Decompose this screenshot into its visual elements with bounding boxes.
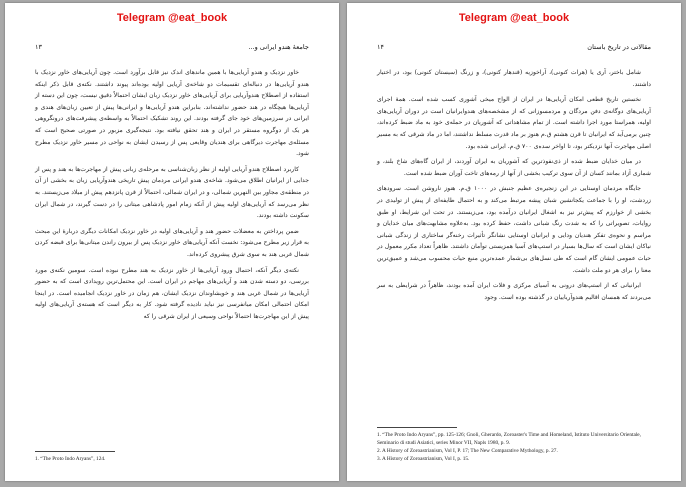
paragraph: شامل باختر، آری یا (هرات کنونی)، آراخوزیه (قندهار کنونی)، و زرنگ (سیستان کنونی) بود، در اختیار داشتند.	[377, 69, 651, 88]
paragraph: ضمن پرداختن به معضلات حضور هند و آریایی‌های اولیه در خاور نزدیک امکانات دیگری دربارهٔ این مبحث به قرار زیر مطرح می‌شود: نخست آنکه آریایی‌های خاور نزدیک پس از بیرون راندن میتانی‌ها برای قبضه کردن شمال غربی هند به سوی شرق پیشروی کرده‌اند.	[35, 227, 309, 258]
running-header	[35, 43, 309, 55]
footnote-divider	[377, 427, 457, 428]
page-body-text	[35, 67, 309, 326]
paragraph: نخستین تاریخ قطعی امکان آریایی‌ها در ایران از الواح میخی آشوری کسب شده است. همه‌ٔ اجرای آریایی‌های دوگانه‌ی دفن مردگان و مردمسوزانی که از مشخصه‌های هندوایرانیان است در دوران آریایی‌های اولیه، همراستا مورد اجرا داشته است. از تمام مشاهداتی که آشوریان در حمله‌ی خود به ماد ضبط کرده‌اند، چنین برمی‌آید که ایرانیان تا قرن هشتم ق.م هنوز بر ماد قدرت مسلط نداشتند، اما در ماد شرقی که به مسیر اصلی مهاجرت آنها نزدیکتر بود، تا اواخر سده‌ی ۷۰۰ ق.م. ایرانی شده بود.	[377, 96, 651, 150]
running-header	[377, 43, 651, 55]
book-page-left	[5, 3, 339, 481]
page-number: ۱۳	[35, 43, 43, 51]
telegram-watermark: Telegram @eat_book	[458, 12, 570, 24]
paragraph: کاربرد اصطلاح هندو آریایی اولیه از نظر زبان‌شناسی به مرحله‌ی زبانی پیش از مهاجرت‌ها به هند و پس از جدایی از ایرانیان اطلاق می‌شود. شاخه‌ی هندو ایرانی مردمان پیش تاریخی هندوآریایی زبان به بخشی از آن در منطقه‌ی مجاور بین النهرین شمالی، و در ایران شمالی، احتمالاً از قرن پانزدهم پیش از میلاد می‌زیستند. به نظر می‌رسد که آریایی‌های اولیه پیش از آنکه زمام امور پادشاهی میتانی را در دست گیرند، در شمال ایران سکونت داشته بودند.	[35, 165, 309, 220]
footnote: 1. “The Proto Indo Aryans”, pp. 125-126; Gnoli, Gherardo, Zoroaster's Time and Homeland, Istituto Universitario Orientale, Seminario di studi Asiatici, series Minor VII, Napls 1980, p. 9.	[377, 432, 641, 446]
footnote: 2. A History of Zoroastrianism, Vol I, P. 17; The New Comparative Mythology, p. 27.	[377, 448, 558, 454]
paragraph: در میان خدایان ضبط شده از ذی‌نفوذترین که آشوریان به ایران آوردند، از ایران گاه‌های شاخ بلند، و شماری آزاد بمانند کسان از آن سوی ترکیب بخشی از آنها از رمه‌های تاخت آوران ضبط شده است.	[377, 158, 651, 177]
book-page-right	[347, 3, 681, 481]
telegram-watermark: Telegram @eat_book	[116, 12, 228, 24]
paragraph: نکته‌ی دیگر آنکه، احتمال ورود آریایی‌ها از خاور نزدیک به هند مطرح نبوده است. سومین نکته‌ی مورد بررسی، دو دسته شدن هند و آریایی‌های مهاجم در ایران است. این محتمل‌ترین رویدادی است که به حضور آریایی‌ها در شمال غربی هند و خویشاوندان نزدیک ایشان، هم زمان در خاور نزدیک انجامیده است. در اینجا امکان احتمالی امکان میانفرسی نیز نباید نادیده گرفته شود. کار به دیگر است که هسته‌ی آریایی‌های اولیه پیش از این مهاجرت‌ها احتمالاً نواحی وسیعی از ایران شرقی را که	[35, 266, 309, 320]
paragraph: ایرانیانی که از استپ‌های درونی به آسیای مرکزی و فلات ایران آمده بودند، ظاهراً در شرایطی به سر می‌بردند که همسان اقالیم هندوآریاییان در گذشته بوده است. وجود	[377, 282, 651, 301]
page-body-text	[377, 67, 651, 307]
page-number: ۱۴	[377, 43, 385, 51]
footnote-divider	[35, 451, 115, 452]
footnote: 3. A History of Zoroastrianism, Vol I, p. 15.	[377, 456, 470, 462]
page-running-title: مقالاتی در تاریخ باستان	[587, 43, 651, 51]
page-running-title: جامعهٔ هندو ایرانی و...	[248, 43, 309, 51]
footnotes	[377, 431, 651, 463]
paragraph: جایگاه مردمان اوستایی در این زنجیره‌ی عظیم جنبش در ۱۰۰۰ ق.م. هنوز ناروشن است. سرود‌های زردشت، او را با جماعت یکجانشین شبان پیشه مرتبط می‌کند و به احتمال طایفه‌ای از پیش از تولیدی در بخشی از خوارزم که پیش‌تر نیز به اشغال ایرانیان درآمده بود، می‌زیستند. در تحت این شرایط، او طبق روایات، تصویراتی را که به شدت رنگ شبانی داشت، حفظ کرده بود. به‌علاوه مشابهت‌های میان خدایان و مراسم و نحوه‌ی تفکر هندیان ودایی و ایرانیان اوستایی نشانگر تأثیرات رخنه‌گر ساختاری از زندگی شبانی نیاکان ایشان است که سال‌ها بسیار در استپ‌های آسیا همزیستی توأمان داشتند. ظاهراً تعداد مکرر معمول در حیات عمومی ایشان گام است که طی نسل‌های بی‌شمار عمده‌ترین منبع حیات محسوب می‌شد و عمیق‌ترین معنا را برای هر دو ملت داشت.	[377, 185, 651, 274]
paragraph: خاور نزدیک و هندو آریایی‌ها با همین ماندهای اندک نیز قابل برآورد است. چون آریایی‌های خاور نزدیک با هندو آریایی‌ها در دنباله‌ای تقسیمات دو شاخه‌ی آریایی اولیه بوده‌اند پیوند داشتند. نکته‌ی قابل ذکر اینکه استفاده از اصطلاح هندوآریایی برای آریایی‌های خاور نزدیک زبان ایشان احتمالاً دقیق نیست، چون این دسته از آریایی‌ها هیچگاه در هند حضور نداشته‌اند. بنابراین هندو آریایی‌ها و ایرانی‌ها پیش از تعیین زبان‌های هندی و ایرانی در سرزمین‌های خود جای گرفته بودند. این روند تشکیک احتمالاً به واسطه‌ی پیشرفت‌های درونگروهی هر یک از دوگروه مستقر در ایران و هند تحقق نیافته بود. نتیجه‌گیری مزبور در صورتی صحیح است که مسئله‌ی مهاجرت دیرگاهی برای هندیان وقایعی پس از رسیدن ایشان به نواحی در مسیر خاور نزدیک مطرح شود.	[35, 69, 309, 158]
footnote: 1. “The Proto Indo Aryans”, 124.	[35, 456, 106, 462]
footnotes	[35, 455, 309, 463]
